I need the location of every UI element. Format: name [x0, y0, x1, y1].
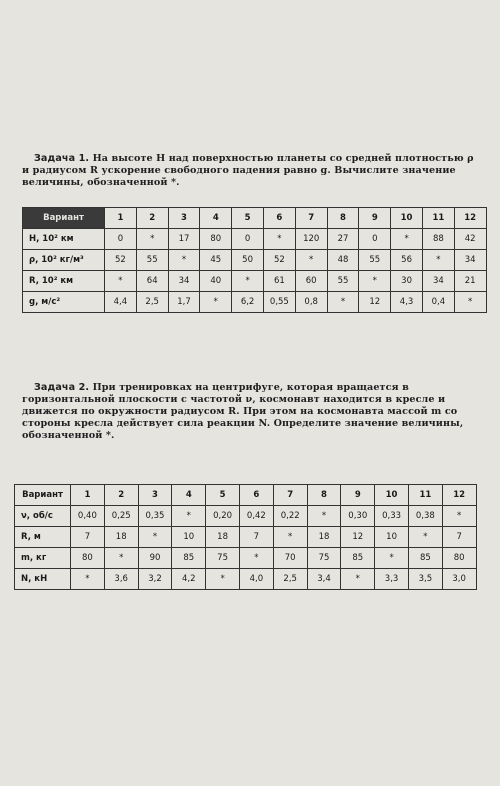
task2-cell: * — [273, 527, 307, 548]
task1-cell: 4,3 — [391, 292, 423, 313]
task2-cell: 75 — [307, 548, 341, 569]
task1-cell: 0,4 — [422, 292, 454, 313]
task1-cell: 55 — [359, 250, 391, 271]
task1-col: 8 — [327, 208, 359, 229]
task2-cell: 75 — [206, 548, 240, 569]
task1-cell: 50 — [232, 250, 264, 271]
task2-col: 9 — [341, 485, 375, 506]
task2-cell: 4,0 — [239, 569, 273, 590]
task1-col: 2 — [136, 208, 168, 229]
task2-cell: 3,4 — [307, 569, 341, 590]
task1-col: 11 — [422, 208, 454, 229]
task1-cell: 2,5 — [136, 292, 168, 313]
task1-text — [22, 153, 484, 189]
task2-cell: 18 — [206, 527, 240, 548]
task2-col: 8 — [307, 485, 341, 506]
task1-col: 1 — [105, 208, 137, 229]
task2-cell: 10 — [375, 527, 409, 548]
task1-cell: 1,7 — [168, 292, 200, 313]
task1-cell: 21 — [454, 271, 486, 292]
task2-cell: 3,2 — [138, 569, 172, 590]
task1-col: 10 — [391, 208, 423, 229]
task2-cell: 3,3 — [375, 569, 409, 590]
task1-row-label: R, 10² км — [23, 271, 105, 292]
task1-row — [23, 229, 487, 250]
task1-cell: 55 — [327, 271, 359, 292]
task2-cell: 0,30 — [341, 506, 375, 527]
task1-cell: 0 — [105, 229, 137, 250]
task2-cell: 0,38 — [408, 506, 442, 527]
task1-cell: 40 — [200, 271, 232, 292]
task2-body-rows — [15, 506, 477, 590]
task2-table — [14, 484, 477, 590]
task2-cell: 80 — [442, 548, 476, 569]
task1-body-rows — [23, 229, 487, 313]
task1-cell: 30 — [391, 271, 423, 292]
task1-heading: Задача 1. — [34, 153, 90, 164]
task2-cell: 2,5 — [273, 569, 307, 590]
task2-cell: 0,40 — [71, 506, 105, 527]
task2-cell: 85 — [408, 548, 442, 569]
task2-row — [15, 548, 477, 569]
task1-cell: * — [263, 229, 295, 250]
task1-cell: * — [422, 250, 454, 271]
task2-row-label: ν, об/с — [15, 506, 71, 527]
task2-cell: 7 — [442, 527, 476, 548]
task2-cell: * — [341, 569, 375, 590]
task2-col: 7 — [273, 485, 307, 506]
task1-cell: 64 — [136, 271, 168, 292]
task2-col: 11 — [408, 485, 442, 506]
task1-header-row — [23, 208, 487, 229]
task1-cell: 80 — [200, 229, 232, 250]
task2-cell: 10 — [172, 527, 206, 548]
task2-cell: * — [375, 548, 409, 569]
task1-cell: 0 — [232, 229, 264, 250]
task1-cell: 34 — [168, 271, 200, 292]
task1-col: 3 — [168, 208, 200, 229]
task2-cell: * — [206, 569, 240, 590]
task2-cell: * — [239, 548, 273, 569]
task1-cell: 4,4 — [105, 292, 137, 313]
task1-cell: * — [391, 229, 423, 250]
task2-body: При тренировках на центрифуге, которая вращается в горизонтальной плоскости с частотой ν, космонавт находится в кресле и движется по окружности радиусом R. При этом на космонавта массой m со стороны кресла действует сила реакции N. Определите значение величины, обозначенной *. — [22, 382, 464, 441]
task1-col: 6 — [263, 208, 295, 229]
task1-col: 12 — [454, 208, 486, 229]
task2-cell: * — [442, 506, 476, 527]
task1-table — [22, 207, 487, 313]
task1-cell: 56 — [391, 250, 423, 271]
task2-col: 5 — [206, 485, 240, 506]
task1-col: 5 — [232, 208, 264, 229]
task2-cell: 12 — [341, 527, 375, 548]
task2-row — [15, 569, 477, 590]
task1-cell: 120 — [295, 229, 327, 250]
task1-cell: 88 — [422, 229, 454, 250]
task2-cell: * — [138, 527, 172, 548]
task1-variant-header: Вариант — [23, 208, 105, 229]
task2-cell: * — [172, 506, 206, 527]
task2-row-label: R, м — [15, 527, 71, 548]
task2-cell: 3,5 — [408, 569, 442, 590]
task1-cell: * — [232, 271, 264, 292]
task1-cell: * — [327, 292, 359, 313]
task2-cell: 80 — [71, 548, 105, 569]
task1-row — [23, 250, 487, 271]
task2-cell: 7 — [71, 527, 105, 548]
task2-cell: 0,42 — [239, 506, 273, 527]
task1-cell: 42 — [454, 229, 486, 250]
task2-cell: 85 — [341, 548, 375, 569]
task1-cell: 34 — [454, 250, 486, 271]
task1-cell: * — [105, 271, 137, 292]
task1-cell: 34 — [422, 271, 454, 292]
task1-cell: * — [454, 292, 486, 313]
task2-col: 3 — [138, 485, 172, 506]
task1-cell: 52 — [105, 250, 137, 271]
task2-col: 12 — [442, 485, 476, 506]
task2-col: 1 — [71, 485, 105, 506]
task2-row-label: N, кН — [15, 569, 71, 590]
task1-body: На высоте H над поверхностью планеты со средней плотностью ρ и радиусом R ускорение свободного падения равно g. Вычислите значение величины, обозначенной *. — [22, 153, 474, 188]
task1-cell: 12 — [359, 292, 391, 313]
task1-cell: 55 — [136, 250, 168, 271]
task2-row-label: m, кг — [15, 548, 71, 569]
task1-cell: 0,8 — [295, 292, 327, 313]
task1-cell: * — [200, 292, 232, 313]
task1-cell: 48 — [327, 250, 359, 271]
task2-cell: * — [104, 548, 138, 569]
task2-col: 10 — [375, 485, 409, 506]
task2-row — [15, 527, 477, 548]
task1-col: 9 — [359, 208, 391, 229]
task2-cell: 3,6 — [104, 569, 138, 590]
task2-col: 2 — [104, 485, 138, 506]
task1-cell: * — [136, 229, 168, 250]
task1-col: 7 — [295, 208, 327, 229]
task2-cell: 90 — [138, 548, 172, 569]
task1-cell: 6,2 — [232, 292, 264, 313]
task2-cell: 85 — [172, 548, 206, 569]
task1-cell: * — [359, 271, 391, 292]
task2-cell: 0,20 — [206, 506, 240, 527]
task2-col: 4 — [172, 485, 206, 506]
task1-cell: * — [168, 250, 200, 271]
task1-row-label: g, м/с² — [23, 292, 105, 313]
task2-cell: 7 — [239, 527, 273, 548]
task1-row — [23, 271, 487, 292]
task1-cell: * — [295, 250, 327, 271]
task2-heading: Задача 2. — [34, 382, 90, 393]
task1-cell: 0 — [359, 229, 391, 250]
task2-cell: 0,22 — [273, 506, 307, 527]
task2-cell: 18 — [104, 527, 138, 548]
task1-cell: 45 — [200, 250, 232, 271]
task2-cell: 70 — [273, 548, 307, 569]
task2-row — [15, 506, 477, 527]
task1-col: 4 — [200, 208, 232, 229]
task1-cell: 61 — [263, 271, 295, 292]
task2-text — [22, 382, 484, 442]
task2-cell: 0,33 — [375, 506, 409, 527]
task1-cell: 60 — [295, 271, 327, 292]
task1-cell: 0,55 — [263, 292, 295, 313]
task1-cell: 52 — [263, 250, 295, 271]
task2-cell: 0,35 — [138, 506, 172, 527]
task2-col: 6 — [239, 485, 273, 506]
task2-cell: * — [307, 506, 341, 527]
task1-row-label: ρ, 10² кг/м³ — [23, 250, 105, 271]
task1-cell: 27 — [327, 229, 359, 250]
task2-cell: 18 — [307, 527, 341, 548]
task1-row — [23, 292, 487, 313]
task2-cell: * — [408, 527, 442, 548]
task2-variant-header: Вариант — [15, 485, 71, 506]
task2-cell: 3,0 — [442, 569, 476, 590]
task1-cell: 17 — [168, 229, 200, 250]
task2-cell: * — [71, 569, 105, 590]
task1-row-label: H, 10² км — [23, 229, 105, 250]
task2-cell: 0,25 — [104, 506, 138, 527]
task2-header-row — [15, 485, 477, 506]
task2-cell: 4,2 — [172, 569, 206, 590]
